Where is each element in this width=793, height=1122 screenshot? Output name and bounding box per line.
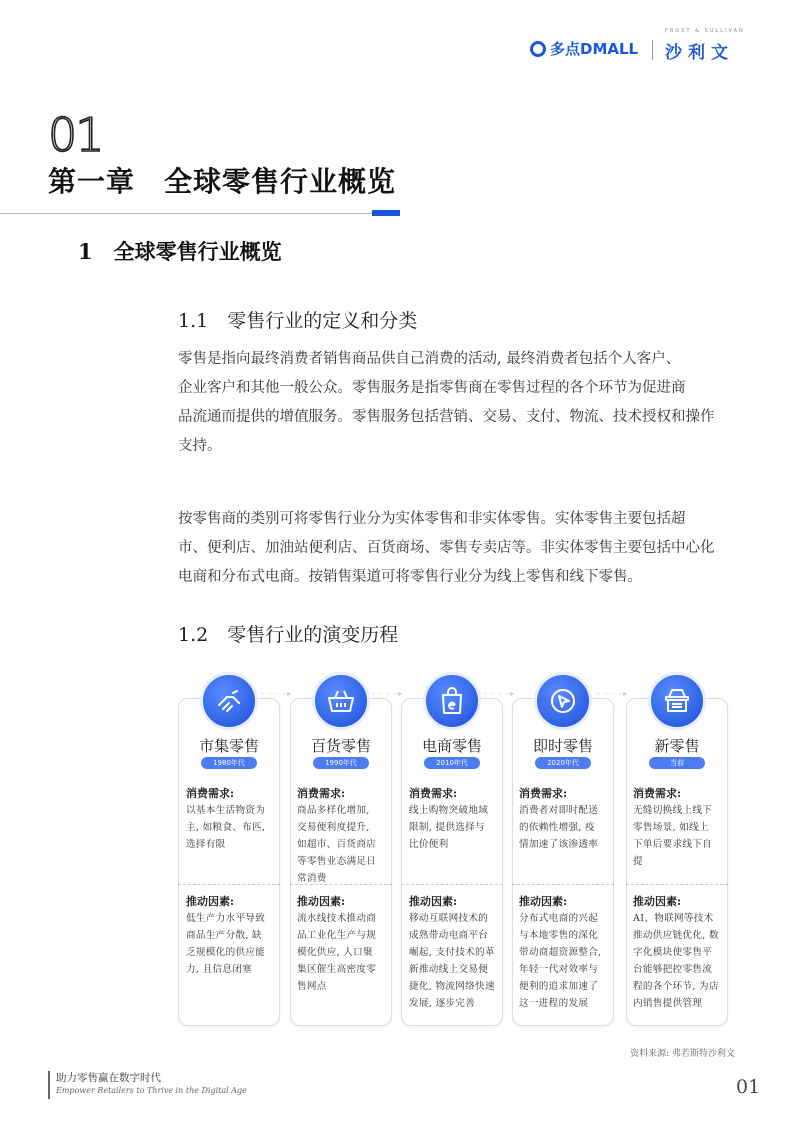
sullivan-logo: 沙利文 bbox=[665, 43, 734, 63]
driver-text bbox=[633, 910, 729, 1012]
text-line: 品工业化生产与规 bbox=[297, 930, 377, 941]
text-line: 以基本生活物资为 bbox=[186, 805, 266, 816]
demand-label: 消费需求: bbox=[633, 787, 682, 800]
demand-label: 消费需求: bbox=[409, 787, 458, 800]
footer-bar bbox=[48, 1071, 50, 1099]
text-line: 力, 且信息闭塞 bbox=[186, 964, 253, 975]
text-line: 台能够把控零售流 bbox=[633, 964, 713, 975]
driver-label: 推动因素: bbox=[409, 895, 458, 908]
paragraph-line: 按零售商的类别可将零售行业分为实体零售和非实体零售。实体零售主要包括超 bbox=[178, 511, 686, 527]
driver-text bbox=[297, 910, 393, 995]
card-divider bbox=[290, 884, 392, 885]
text-line: 崛起, 支付技术的革 bbox=[409, 947, 495, 958]
text-line: 成熟带动电商平台 bbox=[409, 930, 489, 941]
era-badge: 1980年代 bbox=[201, 757, 257, 769]
text-line: 提 bbox=[633, 856, 643, 867]
text-line: 限制, 提供选择与 bbox=[409, 822, 485, 833]
text-line: 零售场景, 如线上 bbox=[633, 822, 709, 833]
text-line: 低生产力水平导致 bbox=[186, 913, 266, 924]
timeline-title: 电商零售 bbox=[421, 737, 482, 755]
text-line: 的依赖性增强, 疫 bbox=[519, 822, 595, 833]
paragraph-line: 企业客户和其他一般公众。零售服务是指零售商在零售过程的各个环节为促进商 bbox=[178, 380, 686, 396]
chapter-title: 第一章 全球零售行业概览 bbox=[48, 165, 397, 198]
timeline-title: 新零售 bbox=[654, 737, 700, 755]
timeline-arrow: - - - -▸ bbox=[597, 689, 629, 698]
text-line: 乏规模化的供应能 bbox=[186, 947, 266, 958]
text-line: 如超市、百货商店 bbox=[297, 839, 377, 850]
text-line: 与本地零售的深化 bbox=[519, 930, 599, 941]
text-line: 分布式电商的兴起 bbox=[519, 913, 599, 924]
text-line: 主, 如粮食、布匹, bbox=[186, 822, 266, 833]
timeline-title: 即时零售 bbox=[532, 737, 593, 755]
driver-label: 推动因素: bbox=[633, 895, 682, 908]
page-number: 01 bbox=[736, 1076, 761, 1098]
demand-text bbox=[633, 802, 729, 870]
era-badge: 当前 bbox=[649, 757, 705, 769]
driver-label: 推动因素: bbox=[186, 895, 235, 908]
text-line: 带动商超资源整合, bbox=[519, 947, 602, 958]
demand-label: 消费需求: bbox=[186, 787, 235, 800]
demand-text bbox=[409, 802, 505, 853]
driver-text bbox=[186, 910, 282, 978]
card-divider bbox=[178, 884, 280, 885]
paragraph-line: 市、便利店、加油站便利店、百货商场、零售专卖店等。非实体零售主要包括中心化 bbox=[178, 540, 715, 556]
card-divider bbox=[512, 884, 614, 885]
text-line: 便利的追求加速了 bbox=[519, 981, 599, 992]
text-line: 下单后要求线下自 bbox=[633, 839, 713, 850]
basket-icon bbox=[312, 672, 370, 730]
card-divider bbox=[626, 884, 728, 885]
text-line: 情加速了该渗透率 bbox=[519, 839, 599, 850]
subsection-heading-1: 1.1 零售行业的定义和分类 bbox=[178, 310, 418, 332]
source-note: 资料来源: 弗若斯特沙利文 bbox=[630, 1049, 735, 1059]
text-line: 商品多样化增加, bbox=[297, 805, 370, 816]
demand-label: 消费需求: bbox=[297, 787, 346, 800]
footer-title-en: Empower Retailers to Thrive in the Digital Age bbox=[56, 1086, 247, 1095]
chapter-rule bbox=[0, 213, 400, 214]
era-badge: 2010年代 bbox=[424, 757, 480, 769]
text-line: 售网点 bbox=[297, 981, 327, 992]
paragraph-line: 支持。 bbox=[178, 438, 222, 454]
shopping-bag-icon bbox=[423, 672, 481, 730]
timeline-arrow: - - - -▸ bbox=[372, 689, 404, 698]
subsection-heading-2: 1.2 零售行业的演变历程 bbox=[178, 624, 399, 646]
text-line: 集区催生高密度零 bbox=[297, 964, 377, 975]
text-line: 无缝切换线上线下 bbox=[633, 805, 713, 816]
timeline-arrow: - - - -▸ bbox=[261, 689, 293, 698]
chapter-accent-bar bbox=[372, 210, 400, 216]
driver-text bbox=[409, 910, 505, 1012]
era-badge: 1990年代 bbox=[313, 757, 369, 769]
dmall-logo-text: 多点DMALL bbox=[550, 40, 639, 58]
text-line: AI、物联网等技术 bbox=[633, 913, 714, 924]
text-line: 等零售业态满足日 bbox=[297, 856, 377, 867]
paragraph-line: 电商和分布式电商。按销售渠道可将零售行业分为线上零售和线下零售。 bbox=[178, 569, 642, 585]
driver-text bbox=[519, 910, 615, 1012]
era-badge: 2020年代 bbox=[535, 757, 591, 769]
text-line: 程的各个环节, 为店 bbox=[633, 981, 719, 992]
text-line: 线上购物突破地域 bbox=[409, 805, 489, 816]
text-line: 年轻一代对效率与 bbox=[519, 964, 599, 975]
frost-sullivan-english: FROST & SULLIVAN bbox=[665, 28, 745, 34]
text-line: 捷化, 物流网络快速 bbox=[409, 981, 495, 992]
footer-title-cn: 助力零售赢在数字时代 bbox=[56, 1072, 161, 1084]
driver-label: 推动因素: bbox=[519, 895, 568, 908]
timeline-title: 市集零售 bbox=[198, 737, 259, 755]
text-line: 发展, 逐步完善 bbox=[409, 998, 476, 1009]
demand-label: 消费需求: bbox=[519, 787, 568, 800]
text-line: 选择有限 bbox=[186, 839, 226, 850]
demand-text bbox=[519, 802, 615, 853]
text-line: 常消费 bbox=[297, 873, 327, 884]
demand-text bbox=[297, 802, 393, 887]
chapter-number: 01 bbox=[48, 108, 103, 162]
paragraph-definition bbox=[178, 345, 738, 461]
dmall-logo-mark-icon bbox=[530, 41, 546, 57]
timeline-title: 百货零售 bbox=[310, 737, 371, 755]
paragraph-line: 零售是指向最终消费者销售商品供自己消费的活动, 最终消费者包括个人客户、 bbox=[178, 351, 681, 367]
section-heading: 1 全球零售行业概览 bbox=[78, 239, 282, 264]
card-divider bbox=[401, 884, 503, 885]
driver-label: 推动因素: bbox=[297, 895, 346, 908]
text-line: 商品生产分散, 缺 bbox=[186, 930, 262, 941]
text-line: 这一进程的发展 bbox=[519, 998, 589, 1009]
text-line: 字化模块使零售平 bbox=[633, 947, 713, 958]
text-line: 消费者对即时配送 bbox=[519, 805, 599, 816]
text-line: 新推动线上交易便 bbox=[409, 964, 489, 975]
text-line: 交易便利度提升, bbox=[297, 822, 370, 833]
text-line: 流水线技术推动商 bbox=[297, 913, 377, 924]
paragraph-classification bbox=[178, 505, 738, 592]
paragraph-line: 品流通而提供的增值服务。零售服务包括营销、交易、支付、物流、技术授权和操作 bbox=[178, 409, 715, 425]
text-line: 移动互联网技术的 bbox=[409, 913, 489, 924]
store-icon bbox=[648, 672, 706, 730]
handshake-icon bbox=[200, 672, 258, 730]
text-line: 模化供应, 人口聚 bbox=[297, 947, 373, 958]
timeline-arrow: - - - -▸ bbox=[484, 689, 516, 698]
text-line: 推动供应链优化, 数 bbox=[633, 930, 719, 941]
text-line: 比价便利 bbox=[409, 839, 449, 850]
text-line: 内销售提供管理 bbox=[633, 998, 703, 1009]
cursor-icon bbox=[534, 672, 592, 730]
demand-text bbox=[186, 802, 282, 853]
logo-divider bbox=[652, 40, 653, 60]
dmall-logo bbox=[530, 38, 638, 59]
